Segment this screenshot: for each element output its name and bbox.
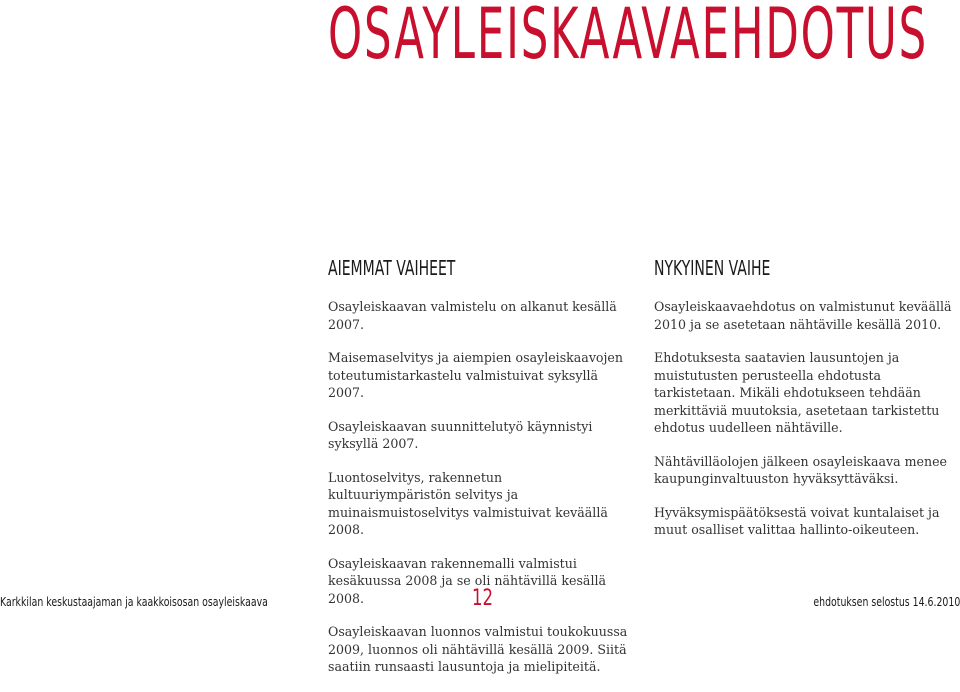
paragraph: Ehdotuksesta saatavien lausuntojen ja muistutusten perusteella ehdotusta tarkistetaan. Mikäli ehdotukseen tehdään merkittäviä muutoksia, asetetaan tarkistettu ehdotus uudelleen nähtäville. (654, 350, 940, 435)
previous-phases-section (328, 256, 628, 692)
current-phase-heading: NYKYINEN VAIHE (654, 256, 771, 280)
paragraph: Maisemaselvitys ja aiempien osayleiskaavojen toteutumistarkastelu valmistuivat syksyllä 2007. (328, 350, 623, 400)
paragraph: Osayleiskaavan suunnittelutyö käynnistyi syksyllä 2007. (328, 418, 593, 451)
paragraph: Osayleiskaavan luonnos valmistui toukokuussa 2009, luonnos oli nähtävillä kesällä 2009. Siitä saatiin runsaasti lausuntoja ja mielipiteitä. (328, 624, 628, 674)
paragraph: Osayleiskaavan valmistelu on alkanut kesällä 2007. (328, 299, 617, 332)
paragraph: Luontoselvitys, rakennetun kultuuriympäristön selvitys ja muinaismuistoselvitys valmistuivat keväällä 2008. (328, 469, 608, 537)
page-title: OSAYLEISKAAVAEHDOTUS (328, 0, 929, 75)
paragraph: Nähtävilläolojen jälkeen osayleiskaava menee kaupunginvaltuuston hyväksyttäväksi. (654, 453, 947, 486)
current-phase-section (654, 256, 954, 555)
previous-phases-heading: AIEMMAT VAIHEET (328, 256, 456, 280)
footer-document-title: Karkkilan keskustaajaman ja kaakkoisosan osayleiskaava (0, 595, 268, 609)
paragraph: Osayleiskaavan rakennemalli valmistui kesäkuussa 2008 ja se oli nähtävillä kesällä 2008. (328, 555, 607, 606)
paragraph: Osayleiskaavaehdotus on valmistunut keväällä 2010 ja se asetetaan nähtäville kesällä 2010. (654, 299, 952, 332)
page-number: 12 (472, 586, 493, 611)
footer-document-date: ehdotuksen selostus 14.6.2010 (813, 595, 960, 609)
paragraph: Hyväksymispäätöksestä voivat kuntalaiset ja muut osalliset valittaa hallinto-oikeuteen. (654, 504, 940, 537)
